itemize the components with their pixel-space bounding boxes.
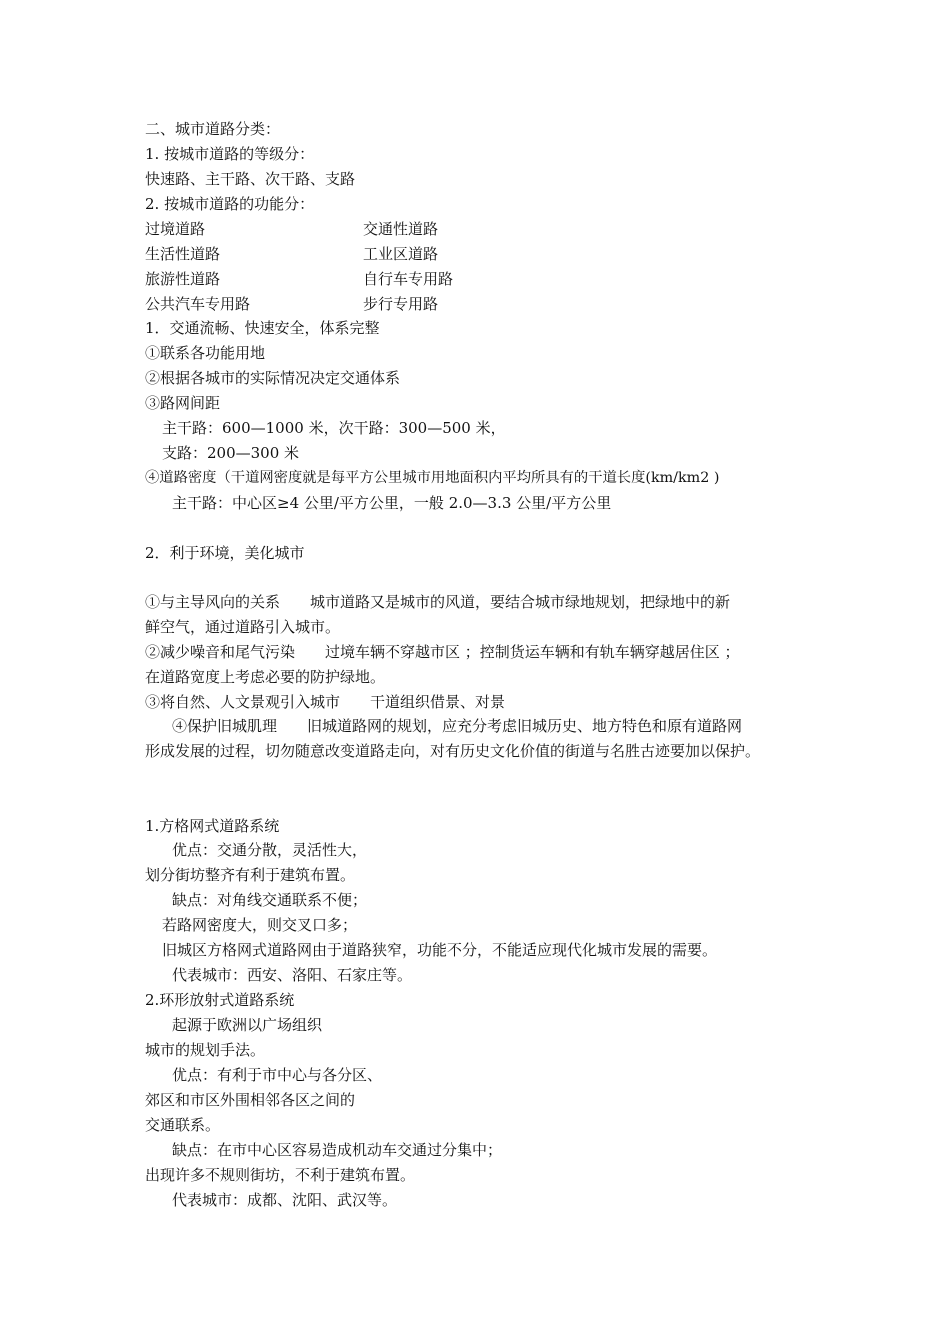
paragraph: 郊区和市区外围相邻各区之间的 (145, 1091, 356, 1109)
paragraph: 出现许多不规则街坊，不利于建筑布置。 (145, 1166, 416, 1184)
function-cell: 公共汽车专用路 (145, 295, 251, 313)
section-heading: 二、城市道路分类： (145, 120, 281, 138)
paragraph: 代表城市：成都、沈阳、武汉等。 (172, 1191, 398, 1209)
function-cell: 自行车专用路 (363, 270, 454, 288)
function-cell: 交通性道路 (363, 220, 439, 238)
paragraph: 鲜空气，通过道路引入城市。 (145, 618, 341, 636)
paragraph: ②减少噪音和尾气污染 过境车辆不穿越市区 ；控制货运车辆和有轨车辆穿越居住区 ； (145, 643, 740, 661)
function-cell: 过境道路 (145, 220, 206, 238)
paragraph: 在道路宽度上考虑必要的防护绿地。 (145, 668, 386, 686)
paragraph: 优点：有利于市中心与各分区、 (172, 1066, 383, 1084)
paragraph: 缺点：在市中心区容易造成机动车交通过分集中； (172, 1141, 503, 1159)
paragraph: 支路：200—300 米 (162, 444, 300, 462)
paragraph: 旧城区方格网式道路网由于道路狭窄，功能不分，不能适应现代化城市发展的需要。 (162, 941, 718, 959)
list-item: 1. 按城市道路的等级分： (145, 145, 315, 163)
paragraph: 形成发展的过程，切勿随意改变道路走向，对有历史文化价值的街道与名胜古迹要加以保护。 (145, 742, 761, 760)
paragraph: ④保护旧城肌理 旧城道路网的规划，应充分考虑旧城历史、地方特色和原有道路网 (172, 717, 743, 735)
paragraph: 缺点：对角线交通联系不便； (172, 891, 368, 909)
paragraph: 若路网密度大，则交叉口多； (162, 916, 358, 934)
paragraph: 主干路：中心区≥4 公里/平方公里，一般 2.0—3.3 公里/平方公里 (172, 494, 612, 512)
paragraph: 城市的规划手法。 (145, 1041, 266, 1059)
function-cell: 工业区道路 (363, 245, 439, 263)
function-cell: 旅游性道路 (145, 270, 221, 288)
paragraph: ③将自然、人文景观引入城市 干道组织借景、对景 (145, 693, 506, 711)
paragraph: 2．利于环境，美化城市 (145, 544, 305, 562)
section-heading: 2.环形放射式道路系统 (145, 991, 295, 1009)
paragraph: ①联系各功能用地 (145, 344, 266, 362)
list-item: 2. 按城市道路的功能分： (145, 195, 315, 213)
paragraph: ①与主导风向的关系 城市道路又是城市的风道，要结合城市绿地规划，把绿地中的新 (145, 593, 731, 611)
paragraph: ④道路密度（干道网密度就是每平方公里城市用地面积内平均所具有的干道长度(km/km2 ) (145, 470, 720, 486)
paragraph: 优点：交通分散，灵活性大， (172, 841, 368, 859)
paragraph: 1．交通流畅、快速安全，体系完整 (145, 319, 380, 337)
paragraph: ③路网间距 (145, 394, 221, 412)
paragraph: 代表城市：西安、洛阳、石家庄等。 (172, 966, 413, 984)
paragraph: 划分街坊整齐有利于建筑布置。 (145, 866, 356, 884)
paragraph: ②根据各城市的实际情况决定交通体系 (145, 369, 401, 387)
function-cell: 步行专用路 (363, 295, 439, 313)
section-heading: 1.方格网式道路系统 (145, 817, 280, 835)
paragraph: 起源于欧洲以广场组织 (172, 1016, 323, 1034)
function-cell: 生活性道路 (145, 245, 221, 263)
paragraph: 快速路、主干路、次干路、支路 (145, 170, 356, 188)
paragraph: 主干路：600—1000 米，次干路：300—500 米， (162, 419, 506, 437)
paragraph: 交通联系。 (145, 1116, 221, 1134)
